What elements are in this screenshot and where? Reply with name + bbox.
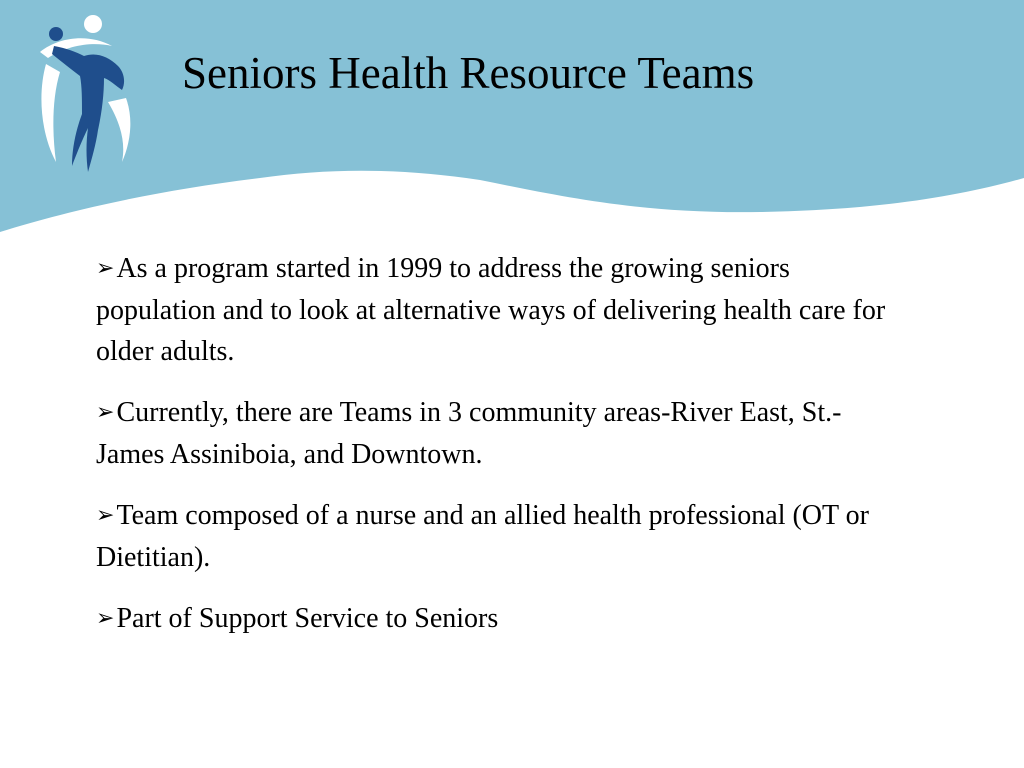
arrow-bullet-icon: ➢ — [96, 255, 115, 280]
arrow-bullet-icon: ➢ — [96, 399, 115, 424]
bullet-item — [96, 392, 896, 475]
header-wave-background — [0, 0, 1024, 240]
bullet-list — [96, 248, 896, 660]
bullet-text: Team composed of a nurse and an allied health professional (OT or Dietitian). — [96, 500, 869, 573]
bullet-item — [96, 598, 896, 640]
person-figure-logo-icon — [30, 12, 140, 182]
bullet-item — [96, 248, 896, 372]
bullet-text: Currently, there are Teams in 3 community areas-River East, St.-James Assiniboia, and Downtown. — [96, 397, 842, 470]
bullet-text: Part of Support Service to Seniors — [116, 603, 499, 634]
bullet-item — [96, 495, 896, 578]
slide-title: Seniors Health Resource Teams — [182, 48, 755, 98]
bullet-text: As a program started in 1999 to address the growing seniors population and to look at alternative ways of delivering health care for older adults. — [96, 253, 886, 367]
arrow-bullet-icon: ➢ — [96, 502, 115, 527]
arrow-bullet-icon: ➢ — [96, 605, 115, 630]
